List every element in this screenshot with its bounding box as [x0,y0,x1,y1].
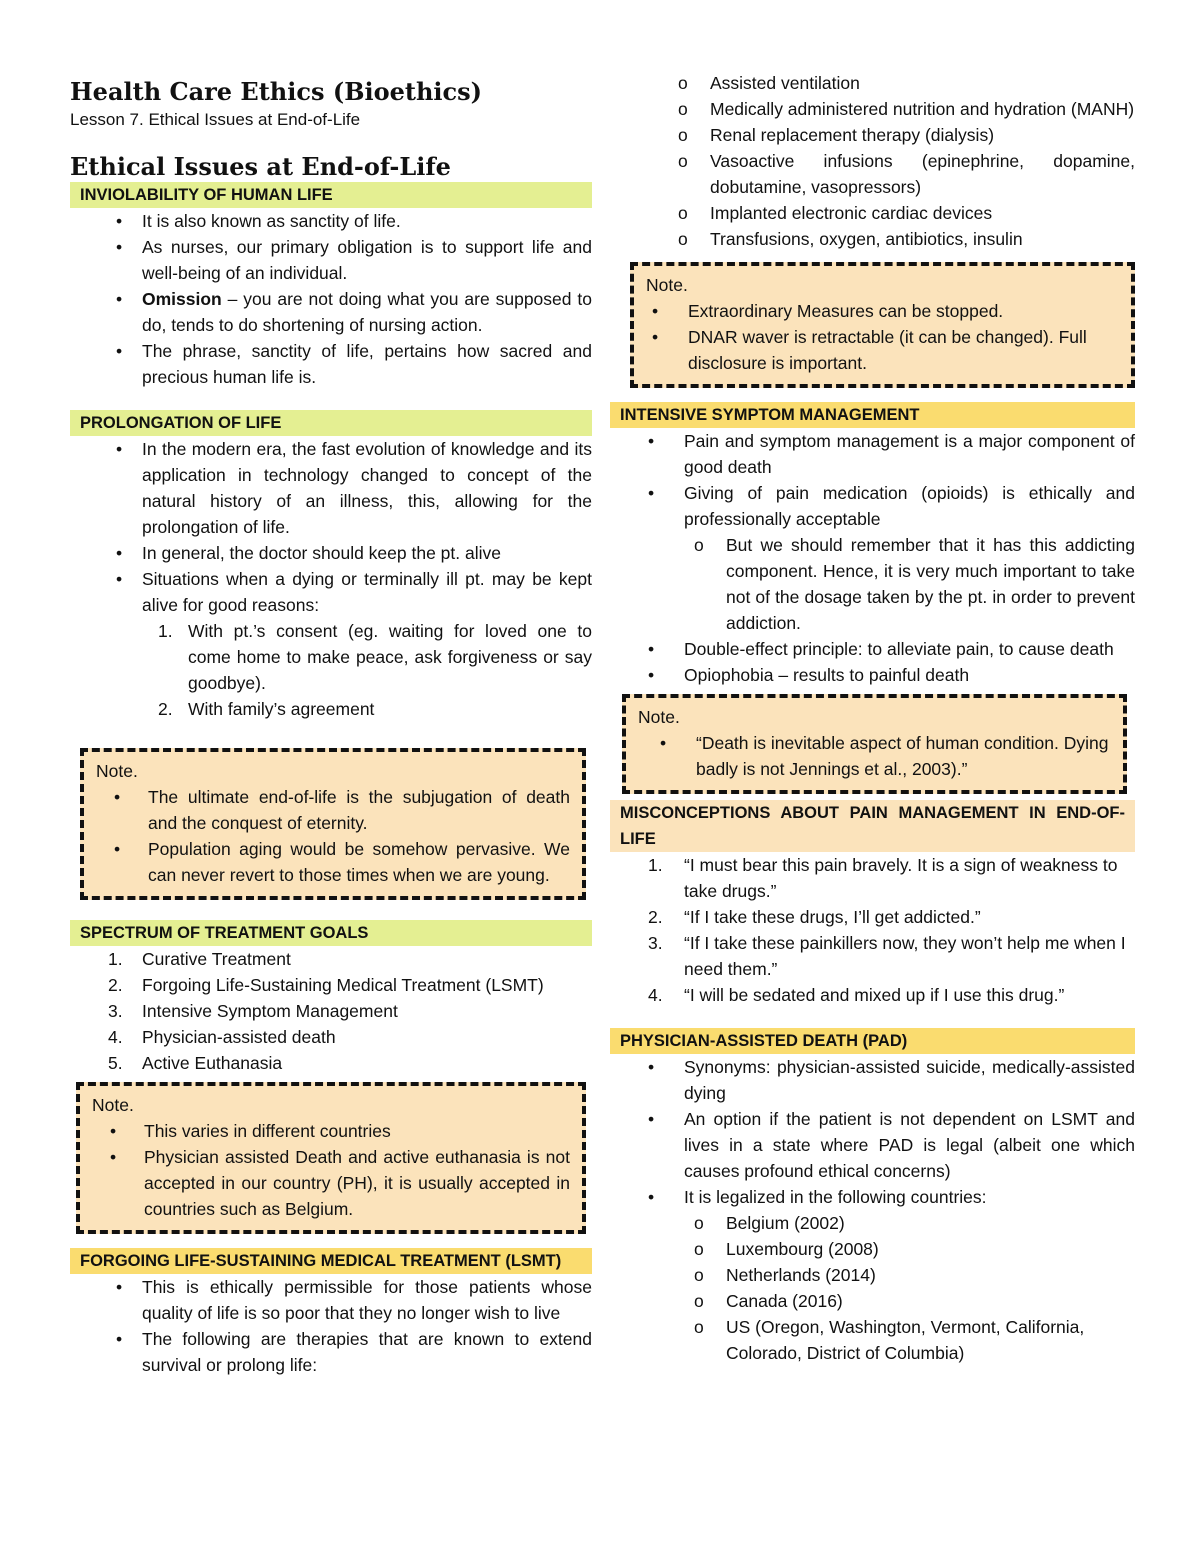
list-item: • The phrase, sanctity of life, pertains how sacred and precious human life is. [116,341,592,387]
list-item: • An option if the patient is not dependent on LSMT and lives in a state where PAD is legal (albeit one which causes profound ethical concerns) [648,1109,1135,1181]
note-label: Note. [96,761,138,781]
section-heading-pad: PHYSICIAN-ASSISTED DEATH (PAD) [610,1028,1135,1054]
list-item: • DNAR waver is retractable (it can be changed). Full disclosure is important. [652,327,1087,373]
list-item: 4. “I will be sedated and mixed up if I use this drug.” [648,985,1065,1005]
misconceptions-list [610,852,1135,1008]
list-item: o Canada (2016) [694,1291,843,1311]
note-box [622,694,1127,794]
list-item: • The ultimate end-of-life is the subjugation of death and the conquest of eternity. [114,787,570,833]
list-item: 5. Active Euthanasia [108,1053,283,1073]
list-item: • Double-effect principle: to alleviate pain, to cause death [648,639,1114,659]
symptom-list [610,428,1135,688]
list-item: • This varies in different countries [110,1121,391,1141]
pad-list [610,1054,1135,1366]
list-item: o Implanted electronic cardiac devices [678,203,993,223]
document-title: Health Care Ethics (Bioethics) [70,77,483,106]
section-heading-prolongation: PROLONGATION OF LIFE [70,410,592,436]
list-item: 1. “I must bear this pain bravely. It is a sign of weakness to take drugs.” [648,855,1118,901]
lsmt-list [70,1274,592,1378]
list-item: 1. With pt.’s consent (eg. waiting for loved one to come home to make peace, ask forgiveness or say goodbye). [158,621,592,693]
list-item: • Opiophobia – results to painful death [648,665,970,685]
omission-term: Omission [142,289,222,309]
list-item: • Situations when a dying or terminally ill pt. may be kept alive for good reasons: [116,569,592,615]
list-item: o But we should remember that it has this addicting component. Hence, it is very much important to take not of the dosage taken by the pt. in order to prevent addiction. [694,535,1135,633]
spectrum-list [70,946,592,1076]
list-item: 3. Intensive Symptom Management [108,1001,398,1021]
list-item: • As nurses, our primary obligation is to support life and well-being of an individual. [116,237,592,283]
list-item: o Renal replacement therapy (dialysis) [678,125,995,145]
note-label: Note. [92,1095,134,1115]
list-item: 1. Curative Treatment [108,949,291,969]
note-box [630,262,1135,388]
prolongation-list [70,436,592,722]
list-item: • In general, the doctor should keep the pt. alive [116,543,501,563]
list-item: • “Death is inevitable aspect of human condition. Dying badly is not Jennings et al., 2003).” [660,733,1109,779]
list-item: o Netherlands (2014) [694,1265,876,1285]
list-item: 2. “If I take these drugs, I’ll get addicted.” [648,907,981,927]
main-heading: Ethical Issues at End-of-Life [70,152,451,181]
list-item: o Medically administered nutrition and hydration (MANH) [678,99,1135,119]
list-item: 4. Physician-assisted death [108,1027,336,1047]
section-heading-lsmt: FORGOING LIFE-SUSTAINING MEDICAL TREATMENT (LSMT) [70,1248,592,1274]
note-label: Note. [646,275,688,295]
list-item: • Pain and symptom management is a major component of good death [648,431,1135,477]
list-item: o Belgium (2002) [694,1213,845,1233]
right-column [610,70,1135,1366]
list-item: • Synonyms: physician-assisted suicide, medically-assisted dying [648,1057,1135,1103]
list-item: o Vasoactive infusions (epinephrine, dopamine, dobutamine, vasopressors) [678,151,1135,197]
list-item: • Physician assisted Death and active euthanasia is not accepted in our country (PH), it is usually accepted in countries such as Belgium. [110,1147,570,1219]
list-item: • Population aging would be somehow pervasive. We can never revert to those times when we are young. [114,839,570,885]
section-heading-misconceptions: MISCONCEPTIONS ABOUT PAIN MANAGEMENT IN END-OF-LIFE [610,800,1135,852]
inviolability-list [70,208,592,390]
list-item: 3. “If I take these painkillers now, they won’t help me when I need them.” [648,933,1126,979]
list-item: 2. With family’s agreement [158,699,375,719]
left-column [70,76,592,1378]
list-item: • Omission – you are not doing what you are supposed to do, tends to do shortening of nursing action. [116,289,592,335]
section-heading-symptom-management: INTENSIVE SYMPTOM MANAGEMENT [610,402,1135,428]
section-heading-inviolability: INVIOLABILITY OF HUMAN LIFE [70,182,592,208]
list-item: • The following are therapies that are known to extend survival or prolong life: [116,1329,592,1375]
note-box [76,1082,586,1234]
therapies-list [610,70,1135,252]
list-item: o Transfusions, oxygen, antibiotics, insulin [678,229,1023,249]
list-item: o Assisted ventilation [678,73,860,93]
note-label: Note. [638,707,680,727]
section-heading-spectrum: SPECTRUM OF TREATMENT GOALS [70,920,592,946]
list-item: • It is legalized in the following countries: [648,1187,987,1207]
list-item: • Extraordinary Measures can be stopped. [652,301,1004,321]
list-item: • This is ethically permissible for those patients whose quality of life is so poor that they no longer wish to live [116,1277,592,1323]
list-item: o US (Oregon, Washington, Vermont, California, Colorado, District of Columbia) [694,1317,1085,1363]
lesson-subtitle: Lesson 7. Ethical Issues at End-of-Life [70,110,361,129]
note-box [80,748,586,900]
list-item: • It is also known as sanctity of life. [116,211,401,231]
list-item: • In the modern era, the fast evolution of knowledge and its application in technology changed to concept of the natural history of an illness, this, allowing for the prolongation of life. [116,439,592,537]
list-item: o Luxembourg (2008) [694,1239,879,1259]
list-item: 2. Forgoing Life-Sustaining Medical Treatment (LSMT) [108,975,544,995]
list-item: • Giving of pain medication (opioids) is ethically and professionally acceptable [648,483,1135,529]
